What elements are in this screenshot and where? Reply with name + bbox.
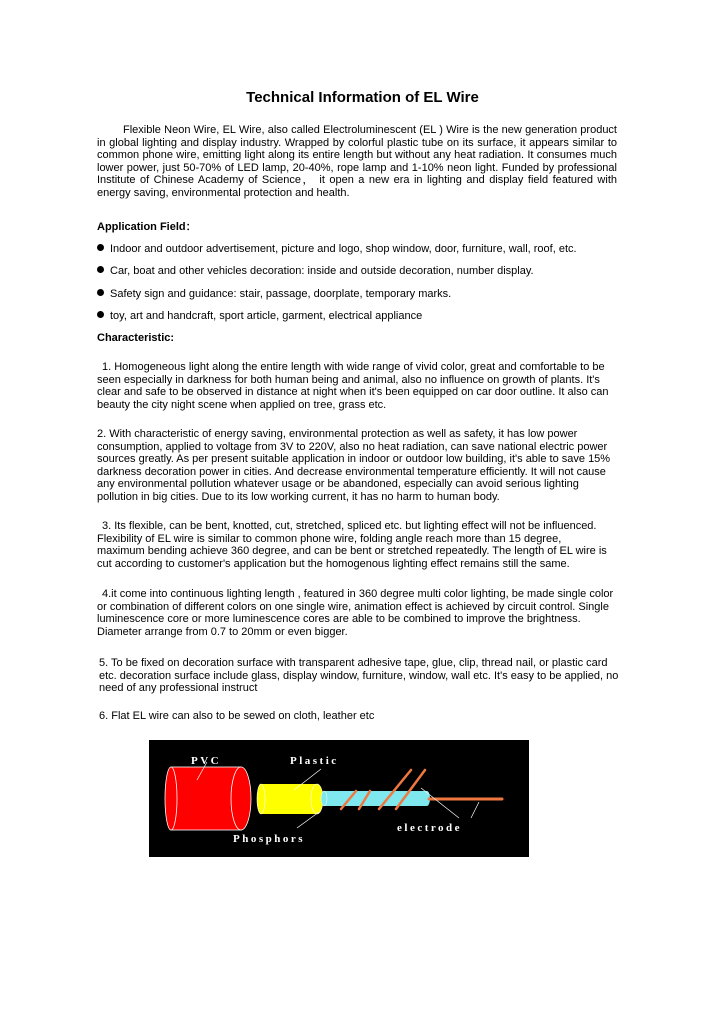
el-wire-structure-diagram xyxy=(149,740,529,857)
characteristic-item: 1. Homogeneous light along the entire length with wide range of vivid color, great and comfortable to be seen especially in darkness for both human being and animal, also no influence on growth of plants. It's clear and safe to be observed in distance at night when it's been equipped on car door outline. It also can beauty the city night scene when applied on tree, grass etc. xyxy=(97,361,609,411)
list-item: toy, art and handcraft, sport article, garment, electrical appliance xyxy=(97,310,422,323)
pvc-label: PVC xyxy=(191,755,222,767)
page-title: Technical Information of EL Wire xyxy=(246,89,479,106)
characteristic-heading: Characteristic: xyxy=(97,332,175,344)
phosphors-label: Phosphors xyxy=(233,833,306,845)
bullet-icon xyxy=(97,266,104,273)
bullet-icon xyxy=(97,289,104,296)
plastic-layer xyxy=(257,784,323,814)
characteristic-item: 4.it come into continuous lighting length , featured in 360 degree multi color lighting, be made single color or combination of different colors on one single wire, animation effect is achieved by circuit control. Single luminescence core or more luminescence cores are able to be combined to improve the brightness. Diameter arrange from 0.7 to 20mm or even bigger. xyxy=(97,588,614,638)
list-item: Indoor and outdoor advertisement, picture and logo, shop window, door, furniture, wall, roof, etc. xyxy=(97,243,577,256)
characteristic-item: 6. Flat EL wire can also to be sewed on cloth, leather etc xyxy=(99,710,375,722)
characteristic-item: 3. Its flexible, can be bent, knotted, cut, stretched, spliced etc. but lighting effect will not be influenced. Flexibility of EL wire is similar to common phone wire, folding angle reach more than 15 degree, maximum bending achieve 360 degree, and can be bent or stretched repeatedly. The length of EL wire is cut according to customer's application but the homogenous lighting effect remains still the same. xyxy=(97,520,607,570)
characteristic-item: 2. With characteristic of energy saving, environmental protection as well as safety, it has low power consumption, applied to voltage from 3V to 220V, also no heat radiation, can save national electric power sources greatly. As per present suitable application in indoor or outdoor low building, it's able to save 15% darkness decoration power in cities. And decrease environmental temperature efficiently. It will not cause any environmental pollution whatever usage or be abandoned, especially can avoid serious lighting pollution in big cities. Due to its low working current, it has no harm to human body. xyxy=(97,428,611,503)
pvc-layer xyxy=(165,767,251,830)
plastic-label: Plastic xyxy=(290,755,339,767)
bullet-icon xyxy=(97,311,104,318)
intro-paragraph: Flexible Neon Wire, EL Wire, also called Electroluminescent (EL ) Wire is the new generation product in global lighting and display industry. Wrapped by colorful plastic tube on its surface, it appears similar to common phone wire, emitting light along its entire length but without any heat radiation. It consumes much lower power, just 50-70% of LED lamp, 20-40%, rope lamp and 1-10% neon light. Funded by professional Institute of Chinese Academy of Science， it open a new era in lighting and display field featured with energy saving, environmental protection and health. xyxy=(97,124,617,199)
phosphor-core xyxy=(321,791,430,806)
list-item: Safety sign and guidance: stair, passage, doorplate, temporary marks. xyxy=(97,288,451,301)
list-item: Car, boat and other vehicles decoration: inside and outside decoration, number display. xyxy=(97,265,534,278)
bullet-icon xyxy=(97,244,104,251)
application-heading: Application Field： xyxy=(97,221,197,233)
electrode-label: electrode xyxy=(397,822,463,834)
characteristic-item: 5. To be fixed on decoration surface with transparent adhesive tape, glue, clip, thread nail, or plastic card etc. decoration surface include glass, display window, furniture, window, wall etc. It's easy to be applied, no need of any professional instruct xyxy=(99,657,619,695)
